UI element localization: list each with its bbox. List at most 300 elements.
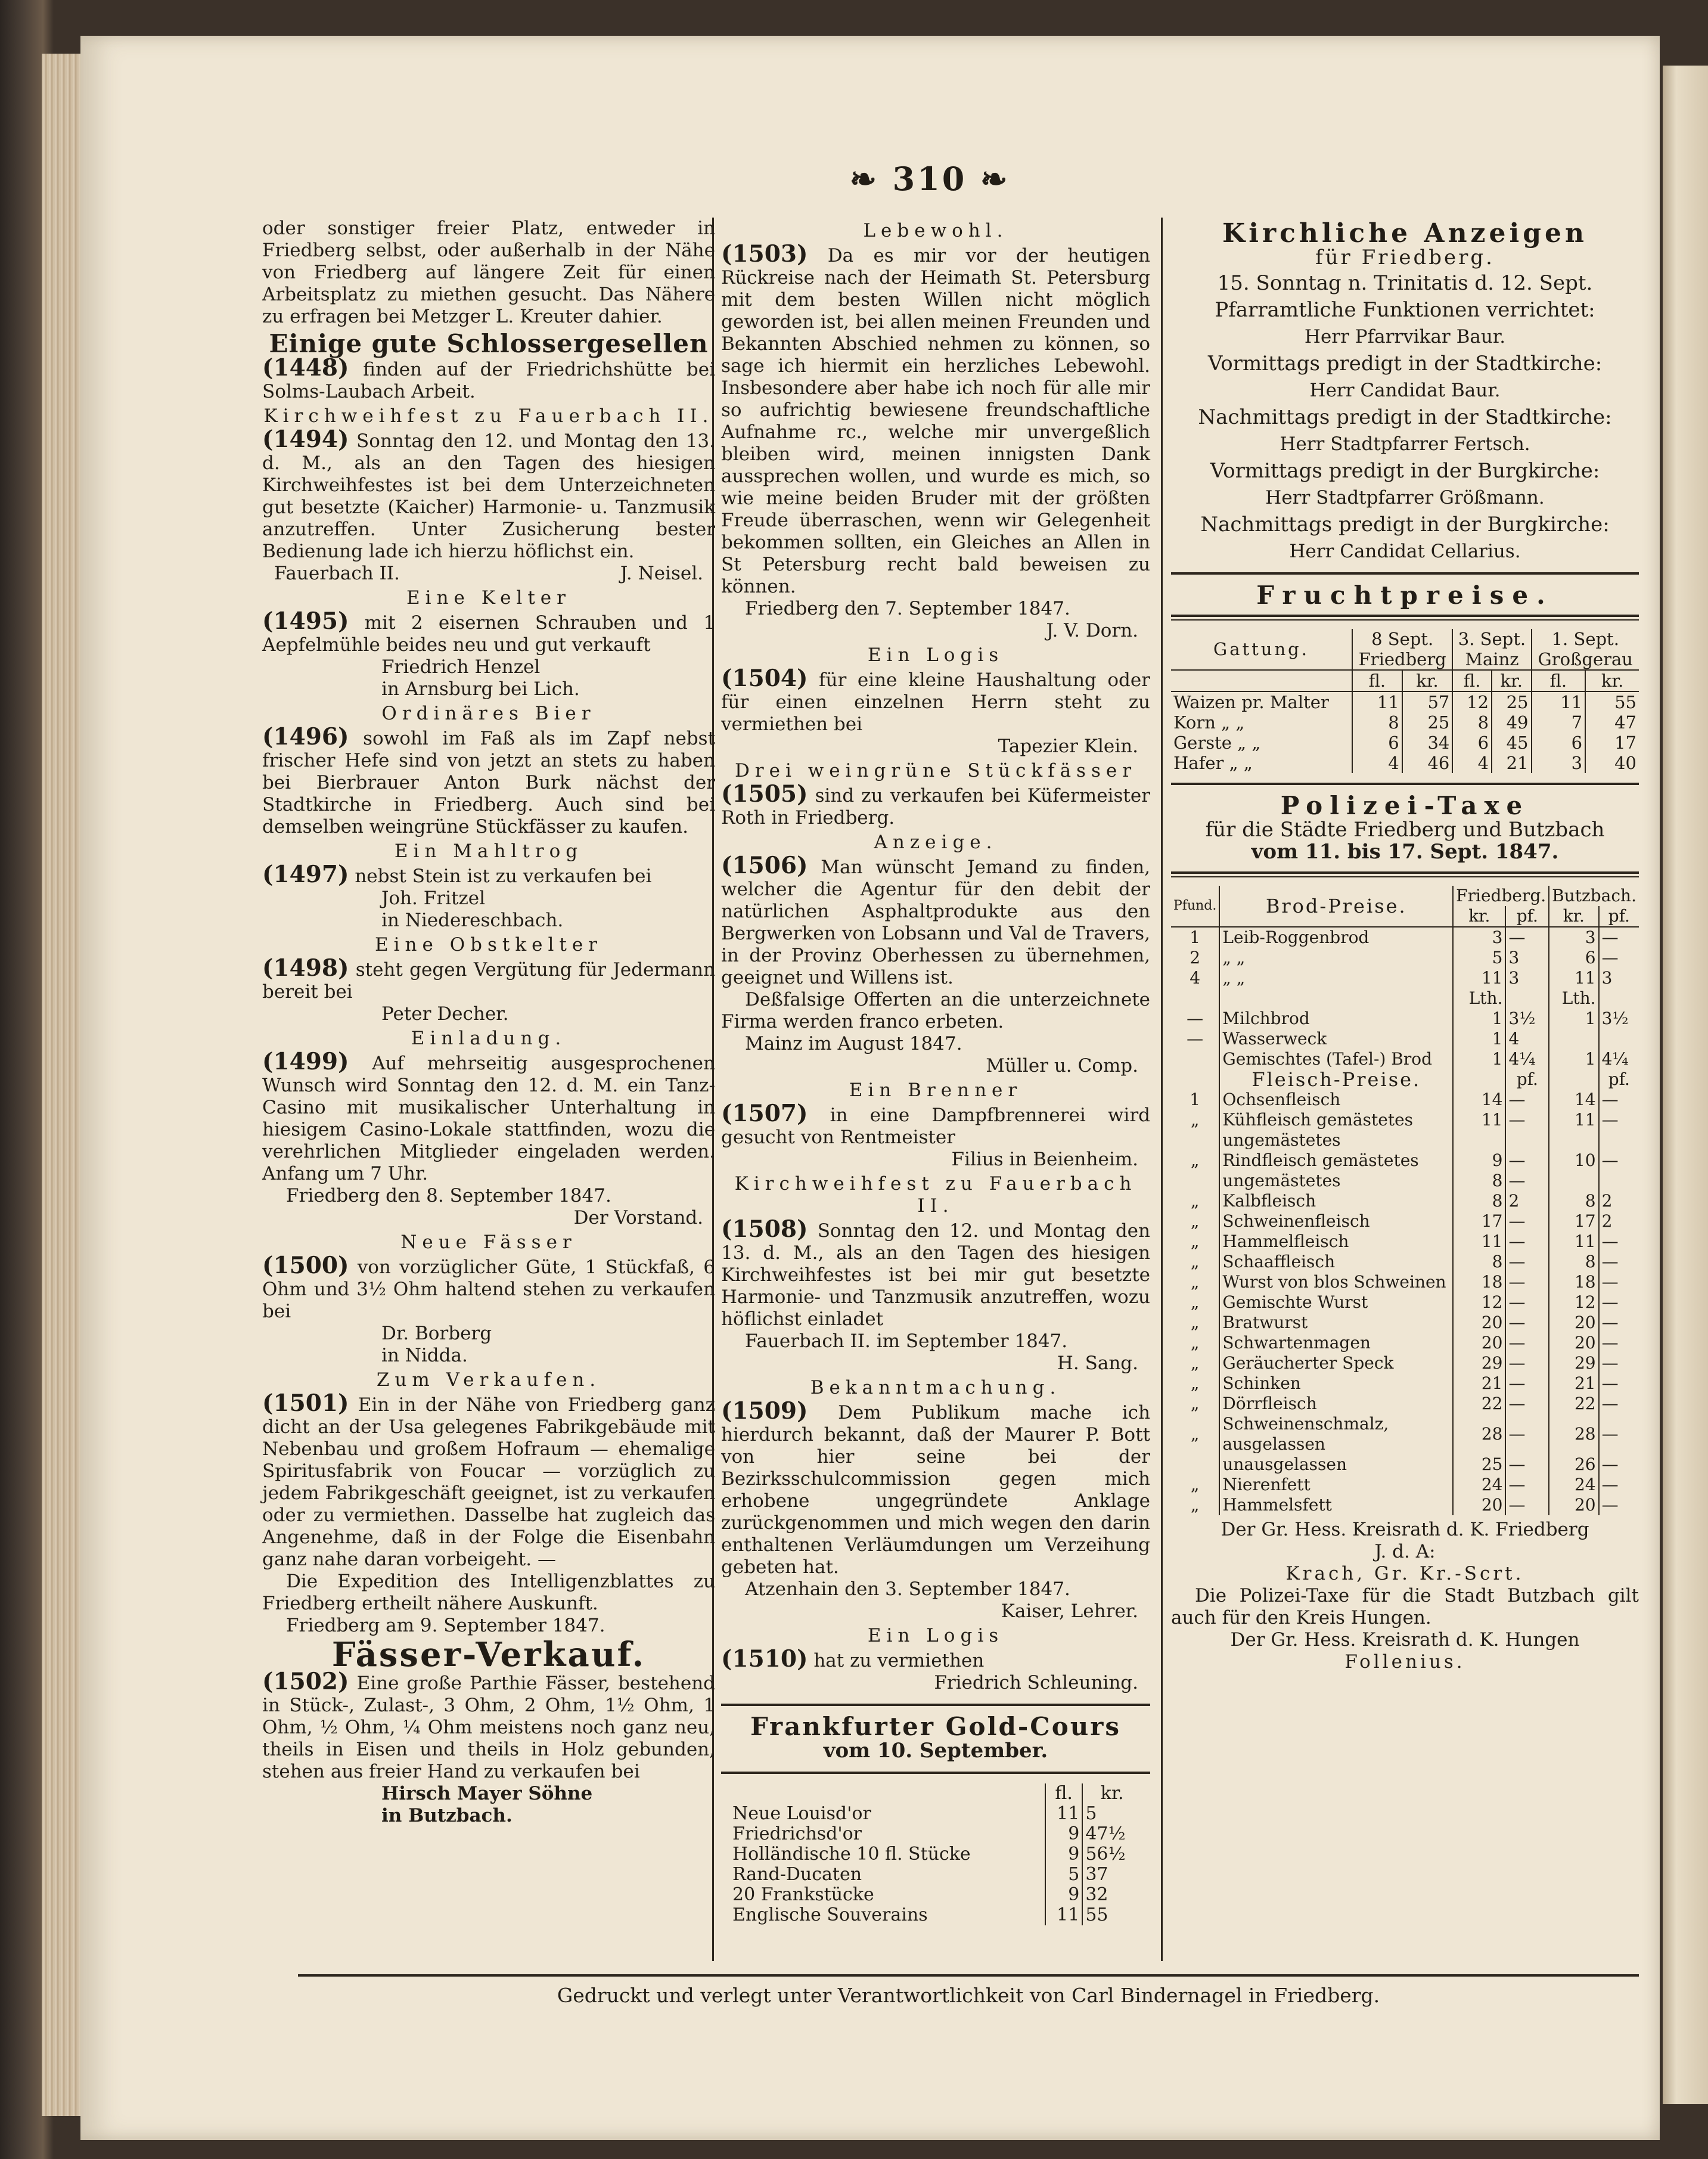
table-cell (1599, 1171, 1639, 1191)
table-cell: 3 (1453, 927, 1505, 948)
table-cell: 2 (1171, 948, 1219, 968)
church-person: Herr Stadtpfarrer Größmann. (1265, 487, 1545, 508)
ad-heading-large: Fässer-Verkauf. (331, 1635, 646, 1674)
ad-text-2: Deßfalsige Offerten an die unterzeichnete Firma werden franco erbeten. (721, 989, 1150, 1032)
table-cell: 11 (1549, 968, 1598, 988)
ad-signature: Peter Decher. (381, 1003, 509, 1025)
ad-1494 (262, 426, 715, 563)
ad-heading: Ein Brenner (849, 1080, 1023, 1101)
table-header-cell: kr. (1585, 670, 1639, 691)
table-cell: „ (1171, 1211, 1219, 1232)
table-cell: — (1601, 1333, 1619, 1353)
table-cell: 28 (1453, 1414, 1505, 1454)
table-cell: 17 (1549, 1211, 1598, 1232)
ad-signature: Müller u. Comp. (986, 1055, 1138, 1077)
table-cell: — (1601, 1394, 1619, 1413)
table-cell: „ (1171, 1191, 1219, 1211)
table-cell: 21 (1492, 753, 1531, 773)
table-cell: — (1505, 1373, 1549, 1394)
ad-text: Da es mir vor der heutigen Rückreise nach der Heimath St. Petersburg mit dem besten Willen nicht möglich geworden ist, bei allen meinen Freunden und Bekannten Abschied nehmen zu können, so sage ich hiermit ein herzliches Lebewohl. Insbesondere aber habe ich noch für alle mir so aufrichtig bewiesene freundschaftliche Aufnahme rc., welche mir unvergeßlich bleiben wird, meinen innigsten Dank aussprechen wollen, und wurde es mich, so wie meine beiden Bruder mit der größten Freude überraschen, wenn wir Gelegenheit bekommen sollten, ein Gleiches an Allen in St Petersburg recht bald beweisen zu können. (721, 245, 1150, 597)
table-cell: 9 (1045, 1824, 1082, 1844)
table-cell: Gerste „ „ (1171, 733, 1352, 753)
table-row (1171, 1150, 1639, 1171)
ad-heading: Eine Obstkelter (374, 934, 603, 956)
ad-1496 (262, 723, 716, 838)
ad-date: Friedberg den 7. September 1847. (745, 598, 1070, 619)
ad-1499 (262, 1048, 715, 1185)
continued-text: oder sonstiger freier Platz, entweder in Friedberg selbst, oder außerhalb in der Nähe von Friedberg auf längere Zeit für einen Arbeitsplatz zu miethen gesucht. Das Nähere zu erfragen bei Metzger L. Kreuter dahier. (262, 218, 715, 327)
table-header-cell: Butzbach. (1552, 886, 1636, 905)
ad-heading: Eine Kelter (406, 587, 571, 609)
table-cell: Lth. (1453, 988, 1505, 1009)
table-header-cell (730, 1783, 1045, 1804)
table-cell: 47½ (1085, 1823, 1126, 1844)
table-cell: Korn „ „ (1171, 712, 1352, 733)
table-row (1171, 1313, 1639, 1333)
table-cell: — (1505, 927, 1549, 948)
table-cell: — (1601, 927, 1619, 947)
ad-heading: Ordinäres Bier (381, 703, 596, 724)
table-cell (1599, 1130, 1639, 1150)
table-cell: 17 (1614, 733, 1636, 753)
table-row (1171, 753, 1639, 773)
ad-place: in Nidda. (381, 1345, 468, 1366)
tax-signature: Der Gr. Hess. Kreisrath d. K. Hungen (1230, 1629, 1580, 1651)
table-cell: 47 (1614, 712, 1636, 733)
table-cell: Schweinenfleisch (1219, 1211, 1453, 1232)
table-header-cell: Gattung. (1171, 629, 1352, 670)
table-header-cell: pf. (1505, 1069, 1549, 1090)
police-tax-date: vom 11. bis 17. Sept. 1847. (1251, 840, 1559, 864)
table-cell: 49 (1492, 712, 1531, 733)
ad-signature: Hirsch Mayer Söhne (381, 1783, 593, 1804)
church-person: Herr Candidat Baur. (1309, 380, 1501, 401)
table-header-cell: kr. (1100, 1783, 1124, 1804)
table-cell (1219, 988, 1453, 1009)
ad-heading: Kirchweihfest zu Fauerbach II. (263, 405, 714, 427)
table-cell: 20 (1549, 1313, 1598, 1333)
section-rule (721, 1772, 1150, 1774)
fruit-prices-table (1171, 629, 1639, 773)
table-row (1171, 1009, 1639, 1029)
ad-number: (1496) (262, 723, 349, 750)
ad-heading: Ein Mahltrog (394, 840, 583, 862)
table-cell: 5 (1453, 948, 1505, 968)
table-cell: 11 (1453, 1232, 1505, 1252)
table-cell: 1 (1453, 1009, 1505, 1029)
table-cell: — (1601, 1495, 1619, 1515)
ad-1504 (721, 665, 1150, 736)
table-cell: 2 (1505, 1191, 1549, 1211)
table-cell: 2 (1601, 1191, 1613, 1211)
table-header-cell: Fleisch-Preise. (1219, 1069, 1453, 1090)
table-header-cell: kr. (1402, 670, 1453, 691)
table-row (1171, 927, 1639, 948)
table-cell: „ (1171, 1272, 1219, 1292)
table-cell: — (1505, 1333, 1549, 1353)
table-cell: 6 (1549, 948, 1598, 968)
table-cell: 20 (1453, 1333, 1505, 1353)
column-1 (262, 218, 715, 1827)
table-cell: Wasserweck (1219, 1029, 1453, 1049)
ad-number: (1506) (721, 852, 808, 879)
ad-text: Eine große Parthie Fässer, bestehend in Stück-, Zulast-, 3 Ohm, 2 Ohm, 1½ Ohm, 1 Ohm, ½ Ohm, ¼ Ohm meistens noch ganz neu, theils in Eisen und theils in Holz gebunden, stehen aus freier Hand zu verkaufen bei (262, 1673, 715, 1782)
table-cell: 17 (1453, 1211, 1505, 1232)
table-row (1171, 1049, 1639, 1069)
ad-1507 (721, 1100, 1150, 1149)
table-cell: — (1505, 1353, 1549, 1373)
table-row (1171, 948, 1639, 968)
table-cell: „ (1171, 1150, 1219, 1171)
tax-signature: Der Gr. Hess. Kreisrath d. K. Friedberg (1221, 1519, 1589, 1540)
ad-1448 (262, 354, 715, 403)
table-header-cell (1171, 670, 1352, 691)
table-cell: 18 (1549, 1272, 1598, 1292)
table-cell: Holländische 10 fl. Stücke (730, 1844, 1045, 1865)
ad-date: Friedberg den 8. September 1847. (286, 1185, 611, 1206)
table-cell: 28 (1549, 1414, 1598, 1454)
table-header-row (1171, 886, 1639, 906)
table-cell: — (1601, 1110, 1619, 1130)
ad-heading: Drei weingrüne Stückfässer (734, 760, 1137, 781)
table-cell: — (1505, 1292, 1549, 1313)
table-cell: 25 (1492, 691, 1531, 712)
section-double-rule (1171, 871, 1639, 877)
table-cell: — (1601, 1313, 1619, 1332)
table-header-row (1171, 629, 1639, 649)
table-header-cell: fl. (1352, 670, 1402, 691)
tax-note: Die Polizei-Taxe für die Stadt Butzbach gilt auch für den Kreis Hungen. (1171, 1585, 1639, 1628)
table-cell: 20 (1453, 1495, 1505, 1515)
table-cell (1171, 1130, 1219, 1150)
table-row (1171, 1475, 1639, 1495)
table-cell: 3 (1601, 968, 1613, 988)
table-cell: Lth. (1549, 988, 1598, 1009)
table-row (730, 1824, 1141, 1844)
ad-text: sind zu verkaufen bei Küfermeister Roth in Friedberg. (721, 785, 1150, 829)
table-header-cell: fl. (1532, 670, 1586, 691)
ad-heading: Einladung. (411, 1028, 567, 1049)
column-3 (1171, 218, 1639, 1673)
table-cell: 34 (1402, 733, 1453, 753)
ad-heading: Bekanntmachung. (810, 1377, 1061, 1398)
table-header-cell: fl. (1452, 670, 1492, 691)
table-header-cell: kr. (1492, 670, 1531, 691)
ad-heading: Lebewohl. (863, 220, 1008, 241)
gold-cours-title: Frankfurter Gold-Cours (750, 1712, 1122, 1741)
table-row (1171, 1110, 1639, 1130)
table-cell: 29 (1453, 1353, 1505, 1373)
church-person: Herr Candidat Cellarius. (1289, 541, 1521, 562)
table-cell: — (1505, 1394, 1549, 1414)
table-cell: 2 (1601, 1211, 1613, 1231)
table-row (730, 1804, 1141, 1824)
table-cell: 9 (1045, 1844, 1082, 1865)
table-cell: 45 (1492, 733, 1531, 753)
ad-1503 (721, 240, 1150, 598)
gold-cours-date: vom 10. September. (823, 1739, 1048, 1763)
table-cell: 12 (1549, 1292, 1598, 1313)
table-cell: 4 (1505, 1029, 1549, 1049)
ad-heading: Anzeige. (874, 832, 998, 853)
table-cell: — (1601, 1353, 1619, 1373)
ad-number: (1503) (721, 240, 808, 268)
table-header-cell: 8 Sept. (1352, 629, 1452, 649)
table-row (1171, 1191, 1639, 1211)
table-cell: 11 (1453, 1110, 1505, 1130)
ad-signature: Friedrich Schleuning. (934, 1672, 1138, 1693)
table-cell: 11 (1549, 1110, 1598, 1130)
ad-text: steht gegen Vergütung für Jedermann bereit bei (262, 959, 715, 1003)
table-cell: 20 (1549, 1495, 1598, 1515)
table-cell: 10 (1549, 1150, 1598, 1171)
ad-text: nebst Stein ist zu verkaufen bei (355, 866, 652, 887)
table-cell: 37 (1085, 1864, 1108, 1885)
table-cell: — (1601, 1272, 1619, 1292)
ad-place: in Niedereschbach. (381, 910, 564, 931)
table-cell: 4¼ (1505, 1049, 1549, 1069)
table-cell: 3 (1549, 927, 1598, 948)
ad-number: (1495) (262, 607, 349, 635)
next-page-edge (1663, 66, 1708, 2104)
bread-rows (1171, 927, 1639, 1069)
ad-heading: Kirchweihfest zu Fauerbach II. (734, 1173, 1137, 1217)
table-cell: „ „ (1219, 968, 1453, 988)
table-row (730, 1844, 1141, 1865)
table-cell: 25 (1402, 712, 1453, 733)
table-cell: Englische Souverains (730, 1905, 1045, 1925)
imprint-footer: Gedruckt und verlegt unter Verantwortlichkeit von Carl Bindernagel in Friedberg. (298, 1974, 1639, 2007)
table-header-cell: pf. (1608, 1069, 1630, 1089)
ad-1506 (721, 852, 1150, 989)
table-cell: 40 (1614, 753, 1636, 773)
table-cell (1171, 1049, 1219, 1069)
table-header-row (1171, 1069, 1639, 1090)
table-cell: Schwartenmagen (1219, 1333, 1453, 1353)
church-date: 15. Sonntag n. Trinitatis d. 12. Sept. (1217, 271, 1593, 295)
table-cell: 25 (1453, 1454, 1505, 1475)
table-cell (1171, 1171, 1219, 1191)
ad-signature-row (262, 563, 715, 585)
table-cell: Gemischte Wurst (1219, 1292, 1453, 1313)
ad-signature: J. V. Dorn. (1046, 620, 1138, 641)
table-row (730, 1885, 1141, 1905)
table-cell (1453, 1130, 1505, 1150)
ad-1501 (262, 1389, 715, 1571)
table-row (1171, 1414, 1639, 1454)
table-cell: „ (1171, 1292, 1219, 1313)
table-cell: 56½ (1085, 1844, 1126, 1865)
table-cell: 4 (1452, 753, 1492, 773)
table-cell: 11 (1045, 1804, 1082, 1824)
table-row (1171, 1292, 1639, 1313)
table-cell: Rindfleisch gemästetes (1219, 1150, 1453, 1171)
meat-rows (1171, 1090, 1639, 1515)
table-cell: 24 (1453, 1475, 1505, 1495)
table-cell: — (1505, 1150, 1549, 1171)
ad-text: finden auf der Friedrichshütte bei Solms-Laubach Arbeit. (262, 359, 715, 402)
ad-number: (1501) (262, 1389, 349, 1417)
ad-place: in Arnsburg bei Lich. (381, 678, 580, 700)
table-cell: 20 (1453, 1313, 1505, 1333)
ad-number: (1508) (721, 1215, 808, 1243)
table-cell: — (1171, 1009, 1219, 1029)
table-cell: 11 (1532, 691, 1586, 712)
table-cell: 14 (1549, 1090, 1598, 1110)
ad-text: Ein in der Nähe von Friedberg ganz dicht an der Usa gelegenes Fabrikgebäude mit Nebenbau und großem Hofraum — ehemalige Spiritusfabrik von Foucar — vorzüglich zu jedem Fabrikgeschäft geeignet, ist zu verkaufen oder zu vermiethen. Dasselbe hat zugleich das Angenehme, daß in der Folge die Eisenbahn ganz nahe daran vorbeigeht. — (262, 1394, 715, 1570)
ad-number: (1448) (262, 354, 349, 381)
table-cell: 11 (1453, 968, 1505, 988)
page-stack-edge (42, 54, 83, 2116)
ad-text: mit 2 eisernen Schrauben und 1 Aepfelmühle beides neu und gut verkauft (262, 612, 715, 656)
ad-number: (1504) (721, 665, 808, 692)
table-cell: Rand-Ducaten (730, 1865, 1045, 1885)
ad-number: (1498) (262, 954, 349, 982)
table-cell (1549, 1171, 1598, 1191)
table-header-cell: kr. (1549, 906, 1598, 927)
table-header-cell: pf. (1505, 906, 1549, 927)
table-cell: Nierenfett (1219, 1475, 1453, 1495)
ad-signature: Der Vorstand. (573, 1207, 703, 1229)
table-cell: 4¼ (1601, 1049, 1629, 1069)
table-cell: 3½ (1601, 1009, 1629, 1028)
ad-1495 (262, 607, 715, 656)
ad-text: hat zu vermiethen (813, 1650, 985, 1671)
table-cell: Kalbfleisch (1219, 1191, 1453, 1211)
church-person: Herr Pfarrvikar Baur. (1304, 326, 1506, 348)
table-cell: 12 (1452, 691, 1492, 712)
table-cell: 3 (1532, 753, 1586, 773)
table-row (1171, 1272, 1639, 1292)
ad-heading: Zum Verkaufen. (376, 1369, 601, 1391)
ad-number: (1505) (721, 780, 808, 808)
table-cell: 7 (1532, 712, 1586, 733)
table-cell: 8 (1452, 712, 1492, 733)
table-row (1171, 1090, 1639, 1110)
gold-cours-table (730, 1783, 1141, 1925)
table-cell: ungemästetes (1219, 1171, 1453, 1191)
table-header-cell: fl. (1045, 1783, 1082, 1804)
table-cell: 20 Frankstücke (730, 1885, 1045, 1905)
table-cell: 1 (1549, 1009, 1598, 1029)
table-cell: — (1601, 1424, 1619, 1444)
table-header-row (1171, 670, 1639, 691)
table-cell: 6 (1352, 733, 1402, 753)
tax-signature: J. d. A: (1374, 1541, 1436, 1562)
table-cell (1599, 1029, 1639, 1049)
table-cell: 12 (1453, 1292, 1505, 1313)
table-cell: 14 (1453, 1090, 1505, 1110)
table-cell: — (1505, 1232, 1549, 1252)
table-cell: 8 (1453, 1171, 1505, 1191)
ad-1500 (262, 1252, 715, 1323)
table-cell: Friedrichsd'or (730, 1824, 1045, 1844)
table-cell: — (1505, 1252, 1549, 1272)
table-row (1171, 1029, 1639, 1049)
table-cell: Bratwurst (1219, 1313, 1453, 1333)
table-cell: Schaaffleisch (1219, 1252, 1453, 1272)
table-cell: 1 (1453, 1049, 1505, 1069)
table-cell (1171, 988, 1219, 1009)
table-row (1171, 1130, 1639, 1150)
table-cell: 6 (1532, 733, 1586, 753)
table-cell: 1 (1171, 1090, 1219, 1110)
table-cell: „ (1171, 1475, 1219, 1495)
ad-1505 (721, 780, 1150, 829)
table-cell: 22 (1549, 1394, 1598, 1414)
table-row (1171, 1171, 1639, 1191)
ad-date: Fauerbach II. im September 1847. (745, 1330, 1068, 1352)
table-cell: 24 (1549, 1475, 1598, 1495)
table-row (1171, 1333, 1639, 1353)
ad-signature: Kaiser, Lehrer. (1001, 1600, 1138, 1622)
table-row (1171, 988, 1639, 1009)
table-row (1171, 1252, 1639, 1272)
ad-text: Man wünscht Jemand zu finden, welcher die Agentur für den debit der natürlichen Asphaltprodukte aus den Bergwerken von Lobsann und Val de Travers, in der Provinz Oberhessen zu übernehmen, geeignet und Willens ist. (721, 857, 1150, 988)
table-cell: — (1601, 1292, 1619, 1312)
table-cell: „ (1171, 1110, 1219, 1130)
table-header-cell: kr. (1453, 906, 1505, 927)
table-cell: „ (1171, 1495, 1219, 1515)
ad-place: in Butzbach. (381, 1805, 513, 1826)
ad-date: Atzenhain den 3. September 1847. (745, 1578, 1070, 1600)
table-cell (1549, 1029, 1598, 1049)
section-rule (1171, 572, 1639, 575)
table-header-cell: Mainz (1452, 649, 1531, 670)
table-cell: 21 (1549, 1373, 1598, 1394)
table-cell: — (1505, 1090, 1549, 1110)
table-cell: Dörrfleisch (1219, 1394, 1453, 1414)
table-cell: 5 (1045, 1865, 1082, 1885)
table-cell: „ (1171, 1333, 1219, 1353)
table-cell: — (1601, 1252, 1619, 1271)
ad-1498 (262, 954, 715, 1003)
ad-heading: Ein Logis (867, 644, 1004, 666)
table-cell: „ (1171, 1394, 1219, 1414)
ad-place: Fauerbach II. (274, 563, 400, 584)
table-header-cell: Friedberg. (1453, 886, 1549, 906)
table-cell: — (1505, 1475, 1549, 1495)
table-cell: 8 (1549, 1252, 1598, 1272)
table-cell: 9 (1045, 1885, 1082, 1905)
table-cell: 26 (1549, 1454, 1598, 1475)
table-cell: Wurst von blos Schweinen (1219, 1272, 1453, 1292)
table-cell (1599, 988, 1639, 1009)
table-cell: — (1505, 1211, 1549, 1232)
police-tax-subtitle: für die Städte Friedberg und Butzbach (1205, 818, 1605, 842)
ad-text: in eine Dampfbrennerei wird gesucht von Rentmeister (721, 1105, 1150, 1148)
tax-signature: Follenius. (1344, 1651, 1465, 1673)
ad-number: (1497) (262, 861, 349, 888)
table-cell (1549, 1130, 1598, 1150)
table-cell: — (1601, 1090, 1619, 1109)
ad-signature: H. Sang. (1057, 1353, 1138, 1374)
table-cell (1453, 1069, 1505, 1090)
table-cell: 55 (1614, 692, 1636, 712)
table-cell: Geräucherter Speck (1219, 1353, 1453, 1373)
table-row (730, 1905, 1141, 1925)
table-cell: 11 (1352, 691, 1402, 712)
table-cell: 8 (1352, 712, 1402, 733)
table-cell: 57 (1402, 691, 1453, 712)
ad-number: (1499) (262, 1048, 349, 1075)
ad-1509 (721, 1397, 1151, 1578)
table-cell: Gemischtes (Tafel-) Brod (1219, 1049, 1453, 1069)
table-cell (1171, 1069, 1219, 1090)
ad-text-2: Die Expedition des Intelligenzblattes zu Friedberg ertheilt nähere Auskunft. (262, 1571, 715, 1614)
table-cell: „ „ (1219, 948, 1453, 968)
table-cell: „ (1171, 1373, 1219, 1394)
